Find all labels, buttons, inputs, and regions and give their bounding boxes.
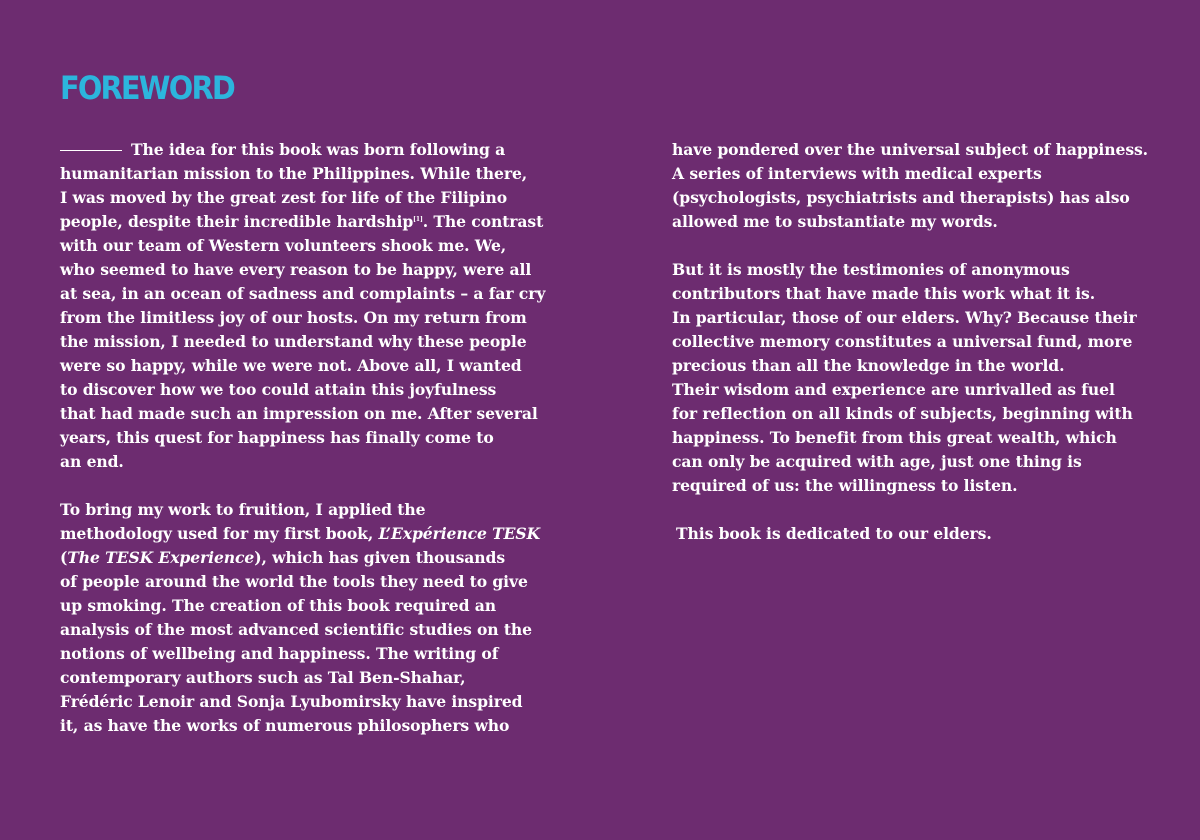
text-line: up smoking. The creation of this book required an bbox=[60, 596, 496, 615]
text-line: that had made such an impression on me. After several bbox=[60, 404, 538, 423]
paragraph-gap bbox=[60, 474, 560, 498]
dedication-line: This book is dedicated to our elders. bbox=[676, 524, 992, 543]
text-line: who seemed to have every reason to be happy, were all bbox=[60, 260, 532, 279]
text-line: humanitarian mission to the Philippines. While there, bbox=[60, 164, 528, 183]
text-line: years, this quest for happiness has finally come to bbox=[60, 428, 494, 447]
paragraph-gap bbox=[672, 498, 1152, 522]
text-line: In particular, those of our elders. Why? Because their bbox=[672, 308, 1137, 327]
text-line: Frédéric Lenoir and Sonja Lyubomirsky have inspired bbox=[60, 692, 523, 711]
paragraph bbox=[672, 258, 1152, 498]
text-line: (The TESK Experience), which has given thousands bbox=[60, 548, 506, 567]
lead-rule bbox=[60, 150, 122, 151]
paragraph bbox=[60, 498, 560, 738]
paragraph bbox=[60, 138, 560, 474]
text-line: to discover how we too could attain this joyfulness bbox=[60, 380, 497, 399]
right-text-column bbox=[672, 138, 1152, 546]
text-line: analysis of the most advanced scientific studies on the bbox=[60, 620, 532, 639]
text-line: of people around the world the tools they need to give bbox=[60, 572, 528, 591]
text-line: I was moved by the great zest for life of the Filipino bbox=[60, 188, 508, 207]
text-line: were so happy, while we were not. Above all, I wanted bbox=[60, 356, 522, 375]
book-title-french: L’Expérience TESK bbox=[378, 524, 541, 543]
text-line: from the limitless joy of our hosts. On my return from bbox=[60, 308, 527, 327]
paragraph-gap bbox=[672, 234, 1152, 258]
text-line: To bring my work to fruition, I applied the bbox=[60, 500, 426, 519]
text-line: can only be acquired with age, just one thing is bbox=[672, 452, 1082, 471]
dedication bbox=[672, 522, 1152, 546]
text-line: it, as have the works of numerous philosophers who bbox=[60, 716, 510, 735]
left-text-column bbox=[60, 138, 560, 738]
text-line: But it is mostly the testimonies of anonymous bbox=[672, 260, 1070, 279]
text-line: required of us: the willingness to listen. bbox=[672, 476, 1018, 495]
text-line: contributors that have made this work what it is. bbox=[672, 284, 1096, 303]
text-line: an end. bbox=[60, 452, 124, 471]
text-line: with our team of Western volunteers shook me. We, bbox=[60, 236, 507, 255]
text-line: contemporary authors such as Tal Ben-Shahar, bbox=[60, 668, 466, 687]
text-line: Their wisdom and experience are unrivalled as fuel bbox=[672, 380, 1115, 399]
page-title: FOREWORD bbox=[60, 69, 234, 107]
text-line: happiness. To benefit from this great wealth, which bbox=[672, 428, 1117, 447]
text-line: collective memory constitutes a universal fund, more bbox=[672, 332, 1133, 351]
paragraph bbox=[672, 138, 1152, 234]
text-line: The idea for this book was born following a bbox=[60, 138, 560, 162]
text-line: precious than all the knowledge in the world. bbox=[672, 356, 1065, 375]
text-line: people, despite their incredible hardship[1]. The contrast bbox=[60, 212, 544, 231]
text-line: (psychologists, psychiatrists and therapists) has also bbox=[672, 188, 1130, 207]
text-line: methodology used for my first book, L’Expérience TESK bbox=[60, 524, 541, 543]
book-title-english: The TESK Experience bbox=[67, 548, 255, 567]
text-line: at sea, in an ocean of sadness and complaints – a far cry bbox=[60, 284, 546, 303]
text-line: A series of interviews with medical experts bbox=[672, 164, 1042, 183]
text-line: the mission, I needed to understand why these people bbox=[60, 332, 527, 351]
footnote-marker: [1] bbox=[413, 215, 423, 223]
text-line: have pondered over the universal subject of happiness. bbox=[672, 140, 1149, 159]
text-line: allowed me to substantiate my words. bbox=[672, 212, 998, 231]
text-line: for reflection on all kinds of subjects, beginning with bbox=[672, 404, 1133, 423]
text-line: notions of wellbeing and happiness. The writing of bbox=[60, 644, 499, 663]
